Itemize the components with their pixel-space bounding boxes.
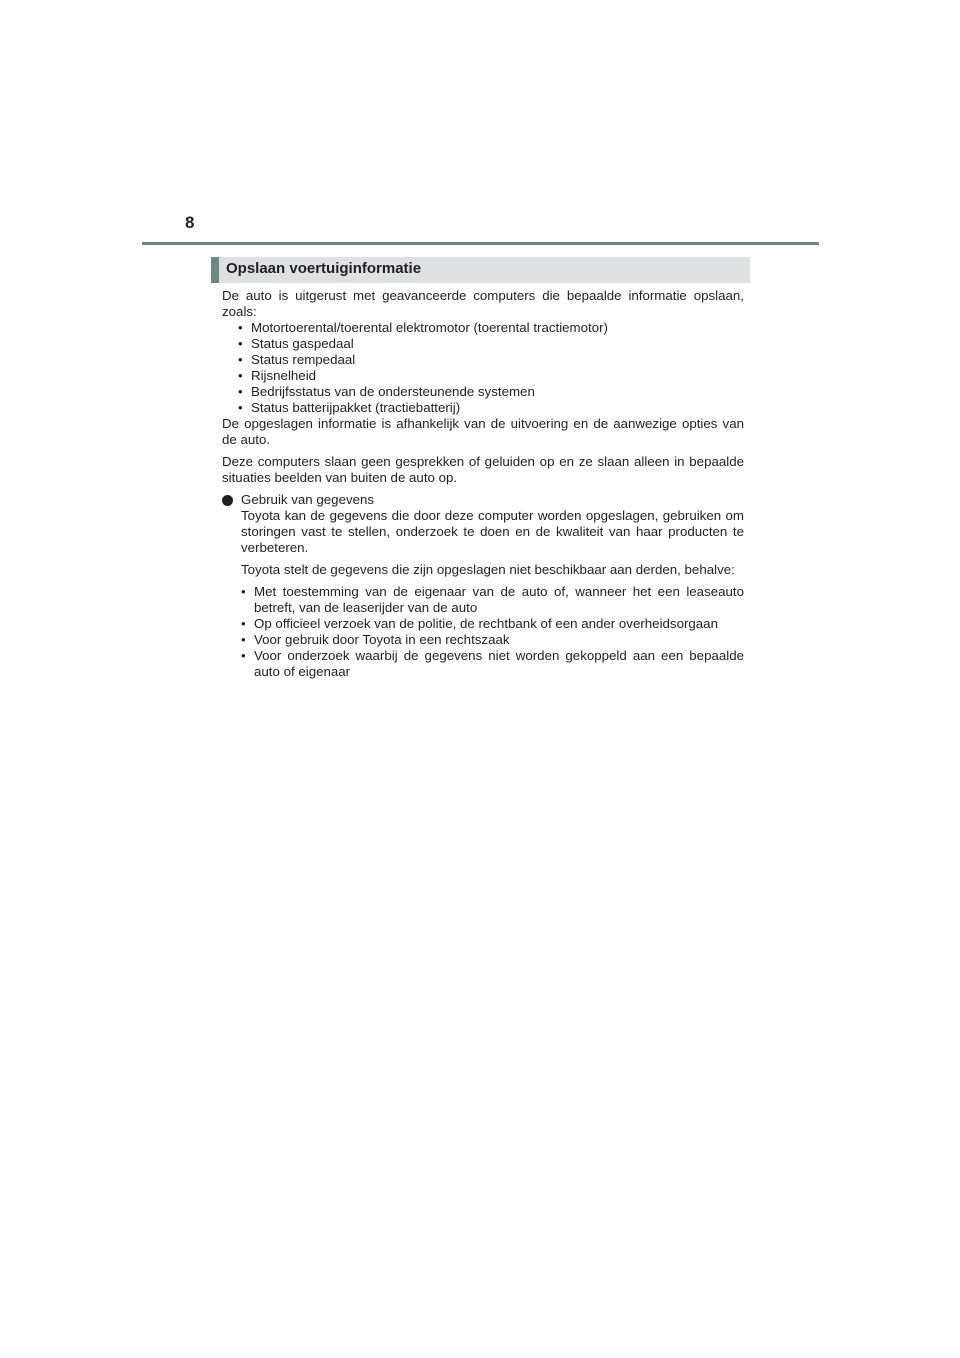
intro-paragraph: De auto is uitgerust met geavanceerde computers die bepaalde informatie opslaan, zoals: [222,288,744,319]
list-item: • Op officieel verzoek van de politie, de rechtbank of een ander overheidsorgaan [241,616,744,632]
sharing-paragraph: Toyota stelt de gegevens die zijn opgeslagen niet beschikbaar aan derden, behalve: [241,562,735,577]
list-item: • Status batterijpakket (tractiebatterij) [238,400,744,416]
list-item: • Voor onderzoek waarbij de gegevens niet worden gekoppeld aan een bepaalde auto of eigenaar [241,648,744,680]
list-item: • Status gaspedaal [238,336,744,352]
list-item: • Motortoerental/toerental elektromotor (toerental tractiemotor) [238,320,744,336]
usage-block [222,508,744,680]
recording-paragraph: Deze computers slaan geen gesprekken of geluiden op en ze slaan alleen in bepaalde situaties beelden van buiten de auto op. [222,454,744,485]
list-item: • Rijsnelheid [238,368,744,384]
list-item: • Bedrijfsstatus van de ondersteunende systemen [238,384,744,400]
circle-bullet-icon [222,495,233,506]
usage-paragraph: Toyota kan de gegevens die door deze computer worden opgeslagen, gebruiken om storingen vast te stellen, onderzoek te doen en de kwaliteit van haar producten te verbeteren. [241,508,744,555]
section-body [222,288,744,680]
exceptions-list [241,584,744,680]
list-item: • Status rempedaal [238,352,744,368]
options-paragraph: De opgeslagen informatie is afhankelijk van de uitvoering en de aanwezige opties van de auto. [222,416,744,447]
section-header [211,257,750,283]
list-item: • Met toestemming van de eigenaar van de auto of, wanneer het een leaseauto betreft, van de leaserijder van de auto [241,584,744,616]
list-item: • Voor gebruik door Toyota in een rechtszaak [241,632,744,648]
top-rule [142,242,819,245]
stored-data-list [222,320,744,416]
usage-heading [222,492,744,508]
usage-heading-text: Gebruik van gegevens [241,492,375,507]
section-title: Opslaan voertuiginformatie [226,260,422,277]
page-number: 8 [185,213,195,232]
